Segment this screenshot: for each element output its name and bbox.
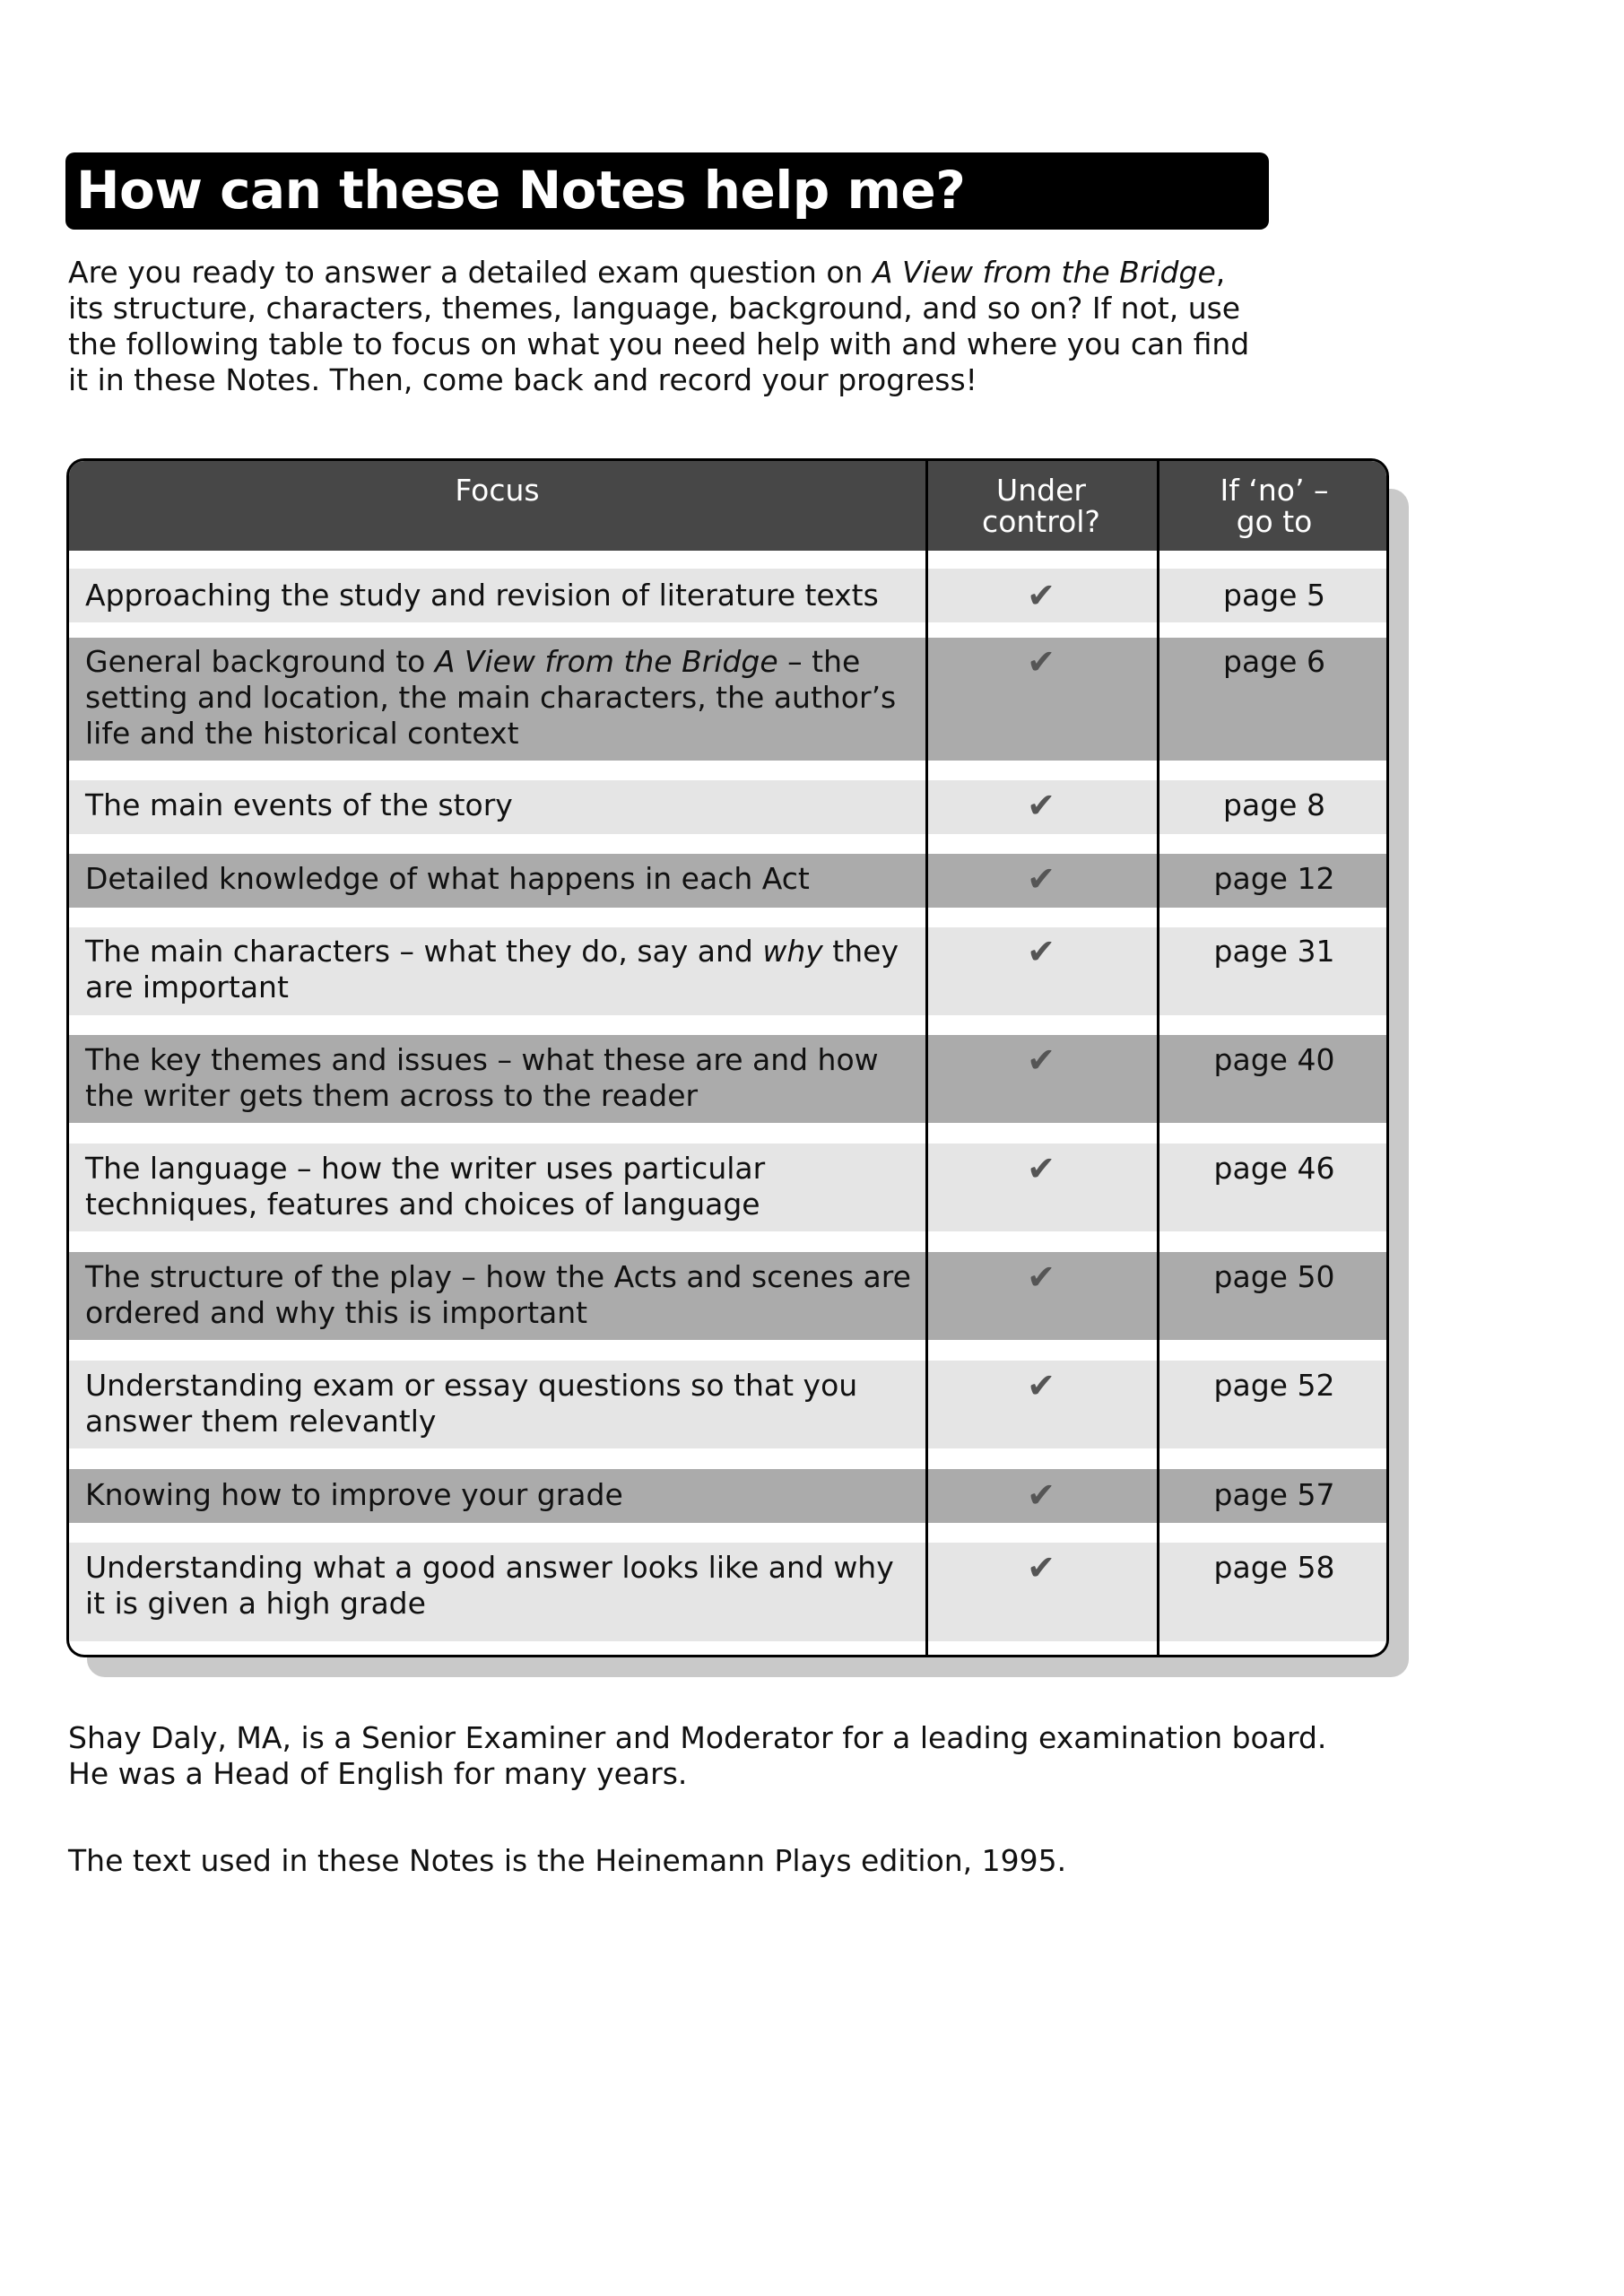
intro-text-end: , its structure, characters, themes, language, background, and so on? If not, use the following table to focus on what you need help with and where you can find it in these Notes. Then, come back and record your progress! (68, 255, 1250, 397)
check-icon: ✔ (1027, 786, 1055, 825)
header-go-to-line1: If ‘no’ – (1220, 473, 1329, 508)
table-row (69, 854, 1386, 908)
edition-note (68, 1843, 1413, 1879)
author-line-1: Shay Daly, MA, is a Senior Examiner and Moderator for a leading examination board. (68, 1720, 1327, 1755)
row-text: The main characters – what they do, say and (85, 934, 763, 969)
table-row (69, 1144, 1386, 1231)
header-under-control-line2: control? (982, 504, 1100, 539)
check-icon: ✔ (1027, 642, 1055, 682)
check-icon: ✔ (1027, 859, 1055, 899)
header-go-to-line2: go to (1236, 504, 1313, 539)
check-icon: ✔ (1027, 576, 1055, 615)
row-focus (85, 1477, 919, 1513)
row-focus (85, 1259, 919, 1331)
table-row (69, 1252, 1386, 1340)
check-icon: ✔ (1027, 1366, 1055, 1405)
row-text: The language – how the writer uses particular techniques, features and choices of language (85, 1151, 766, 1222)
page-title: How can these Notes help me? (76, 160, 966, 221)
intro-paragraph (68, 255, 1270, 398)
row-text: The main events of the story (85, 787, 513, 822)
row-text-cont: they are important (85, 934, 899, 1004)
row-focus (85, 787, 919, 823)
row-page: page 50 (1213, 1259, 1335, 1294)
row-focus (85, 1042, 919, 1114)
header-focus: Focus (455, 473, 540, 508)
row-text: Approaching the study and revision of literature texts (85, 578, 879, 613)
check-icon: ✔ (1027, 1149, 1055, 1188)
header-under-control-line1: Under (996, 473, 1086, 508)
row-page: page 52 (1213, 1368, 1335, 1403)
row-text: Understanding what a good answer looks like and why it is given a high grade (85, 1550, 894, 1621)
row-focus (85, 934, 919, 1005)
row-focus (85, 578, 919, 613)
column-divider (925, 461, 928, 1655)
row-page: page 58 (1213, 1550, 1335, 1585)
row-focus (85, 1368, 919, 1439)
row-page: page 6 (1223, 644, 1325, 679)
author-note (68, 1720, 1413, 1792)
title-bar (65, 152, 1269, 230)
edition-line: The text used in these Notes is the Heinemann Plays edition, 1995. (68, 1843, 1067, 1878)
header-under-control (925, 474, 1157, 537)
row-text: General background to (85, 644, 435, 679)
row-focus (85, 861, 919, 897)
row-text: The structure of the play – how the Acts and scenes are ordered and why this is important (85, 1259, 911, 1330)
table-row (69, 780, 1386, 834)
row-text: The key themes and issues – what these are and how the writer gets them across to the reader (85, 1042, 879, 1113)
row-text-italic: A View from the Bridge (434, 644, 778, 679)
row-text-italic: why (762, 934, 823, 969)
row-page: page 5 (1223, 578, 1325, 613)
table-row (69, 1035, 1386, 1123)
row-page: page 40 (1213, 1042, 1335, 1077)
table-row (69, 1543, 1386, 1641)
check-icon: ✔ (1027, 1548, 1055, 1587)
check-icon: ✔ (1027, 1040, 1055, 1080)
row-page: page 8 (1223, 787, 1325, 822)
row-page: page 31 (1213, 934, 1335, 969)
row-text: Knowing how to improve your grade (85, 1477, 623, 1512)
table-row (69, 1361, 1386, 1448)
intro-text-start: Are you ready to answer a detailed exam question on (68, 255, 873, 290)
row-focus (85, 644, 919, 752)
row-page: page 12 (1213, 861, 1335, 896)
check-icon: ✔ (1027, 932, 1055, 971)
row-text: Detailed knowledge of what happens in each Act (85, 861, 810, 896)
row-text-cont: – the setting and location, the main characters, the author’s life and the historical context (85, 644, 897, 751)
author-line-2: He was a Head of English for many years. (68, 1756, 688, 1791)
table-row (69, 569, 1386, 622)
focus-table (66, 458, 1389, 1657)
check-icon: ✔ (1027, 1257, 1055, 1297)
row-page: page 57 (1213, 1477, 1335, 1512)
row-focus (85, 1550, 919, 1622)
row-text: Understanding exam or essay questions so that you answer them relevantly (85, 1368, 858, 1439)
table-header (69, 461, 1386, 551)
row-page: page 46 (1213, 1151, 1335, 1186)
check-icon: ✔ (1027, 1475, 1055, 1515)
table-row (69, 927, 1386, 1015)
column-divider (1157, 461, 1159, 1655)
row-focus (85, 1151, 919, 1222)
table-row (69, 1469, 1386, 1523)
header-go-to (1157, 474, 1389, 537)
intro-book-title: A View from the Bridge (872, 255, 1216, 290)
table-row (69, 638, 1386, 761)
